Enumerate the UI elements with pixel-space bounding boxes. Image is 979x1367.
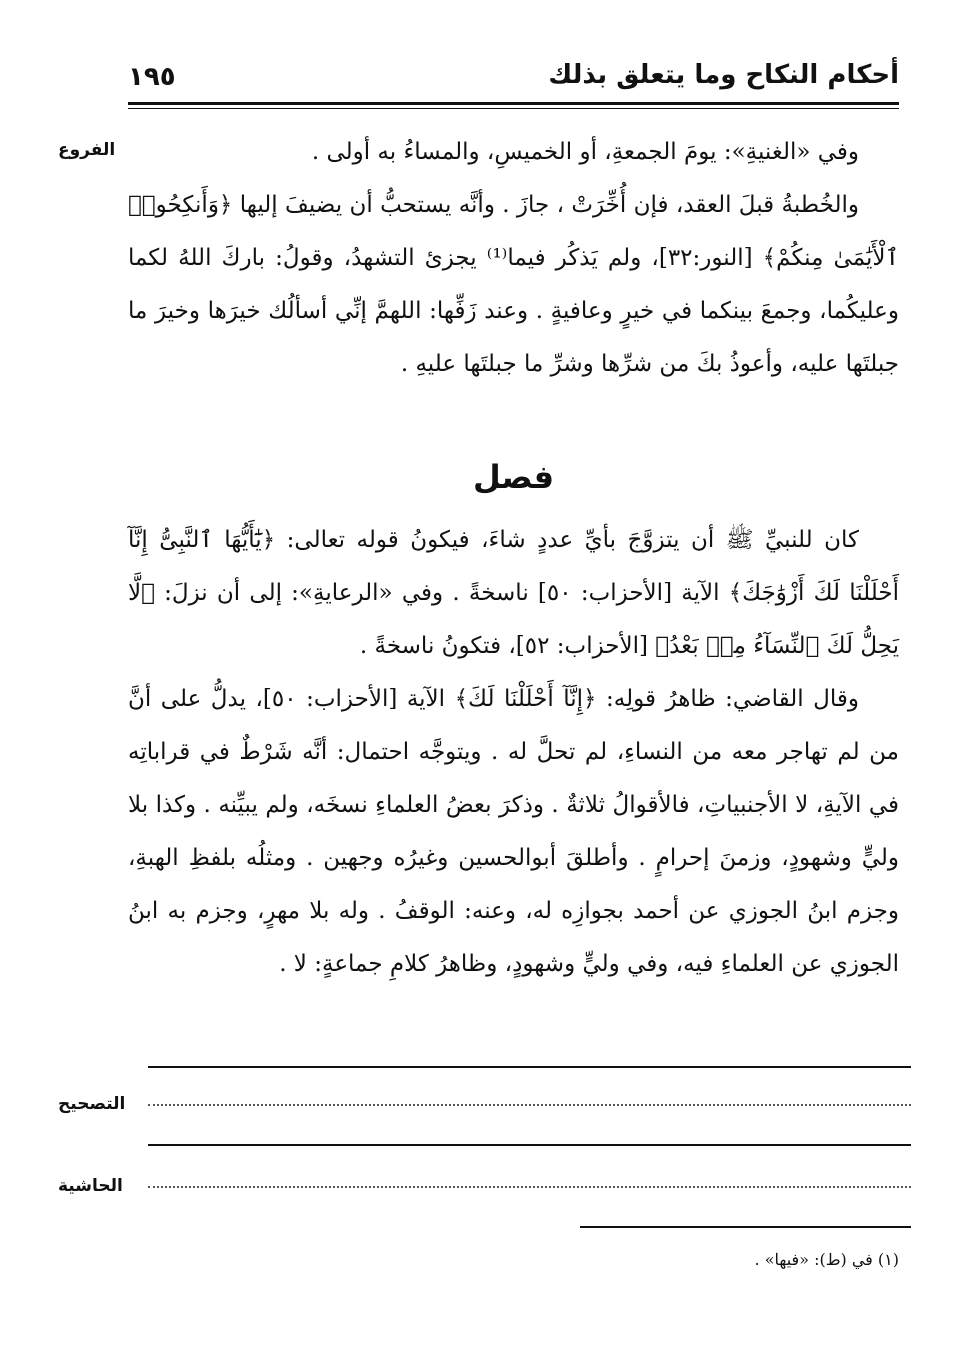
hashiya-dotted-line (148, 1186, 911, 1188)
section-heading: فصل (472, 458, 555, 496)
hashiya-top-rule (148, 1144, 911, 1146)
page-number: ١٩٥ (128, 62, 176, 92)
tashih-top-rule (148, 1066, 911, 1068)
margin-label-furu: الفروع (58, 140, 116, 160)
margin-label-hashiya: الحاشية (58, 1176, 123, 1196)
paragraph-ghunya: وفي «الغنيةِ»: يومَ الجمعةِ، أو الخميسِ، والمساءُ به أولى . (311, 139, 859, 165)
paragraph-prophet-marriage: كان للنبيِّ ﷺ أن يتزوَّجَ بأيِّ عددٍ شاءَ، فيكونُ قوله تعالى: ﴿يَٰٓأَيُّهَا ٱلنَّبِىُّ إِنَّآ أَحْلَلْنَا لَكَ أَزْوَٰجَكَ﴾ الآية [الأحزاب: ٥٠] ناسخةً . وفي «الرعايةِ»: إلى أن نزلَ: ﴿لَّا يَحِلُّ لَكَ ٱلنِّسَآءُ مِنۢ بَعْدُ﴾ [الأحزاب: ٥٢]، فتكونُ ناسخةً . (128, 527, 899, 659)
footnote: (١) في (ط): «فيها» . (754, 1250, 899, 1269)
header-rule (128, 102, 899, 105)
footnote-rule (580, 1226, 911, 1228)
header-rule-thin (128, 108, 899, 109)
paragraph-qadi: وقال القاضي: ظاهرُ قولِه: ﴿إِنَّآ أَحْلَلْنَا لَكَ﴾ الآية [الأحزاب: ٥٠]، يدلُّ على أنَّ من لم تهاجر معه من النساءِ، لم تحلَّ له . ويتوجَّه احتمال: أنَّه شَرْطٌ في قراباتِه في الآيةِ، لا الأجنبياتِ، فالأقوالُ ثلاثةٌ . وذكرَ بعضُ العلماءِ نسخَه، ولم يبيِّنه . وكذا بلا وليٍّ وشهودٍ، وزمنَ إحرامٍ . وأطلقَ أبوالحسين وغيرُه وجهين . ومثلُه بلفظِ الهبةِ، وجزم ابنُ الجوزي عن أحمد بجوازِه له، وعنه: الوقفُ . وله بلا مهرٍ، وجزم به ابنُ الجوزي عن العلماءِ فيه، وفي وليٍّ وشهودٍ، وظاهرُ كلامِ جماعةٍ: لا . (128, 686, 899, 977)
body-text-bottom (128, 514, 899, 991)
running-header-title: أحكام النكاح وما يتعلق بذلك (548, 60, 899, 90)
tashih-dotted-line (148, 1104, 911, 1106)
body-text-top (128, 126, 899, 391)
margin-label-tashih: التصحيح (58, 1094, 126, 1114)
paragraph-khutba: والخُطبةُ قبلَ العقد، فإن أُخِّرَتْ ، جازَ . وأنَّه يستحبُّ أن يضيفَ إليها ﴿وَأَنكِحُوا۟ ٱلْأَيَٰمَىٰ مِنكُمْ﴾ [النور:٣٢]، ولم يَذكُر فيما⁽¹⁾ يجزئ التشهدُ، وقولُ: باركَ اللهُ لكما وعليكُما، وجمعَ بينكما في خيرٍ وعافيةٍ . وعند زَفِّها: اللهمَّ إنِّي أسألُك خيرَها وخيرَ ما جبلتَها عليه، وأعوذُ بكَ من شرِّها وشرِّ ما جبلتَها عليهِ . (128, 192, 899, 377)
